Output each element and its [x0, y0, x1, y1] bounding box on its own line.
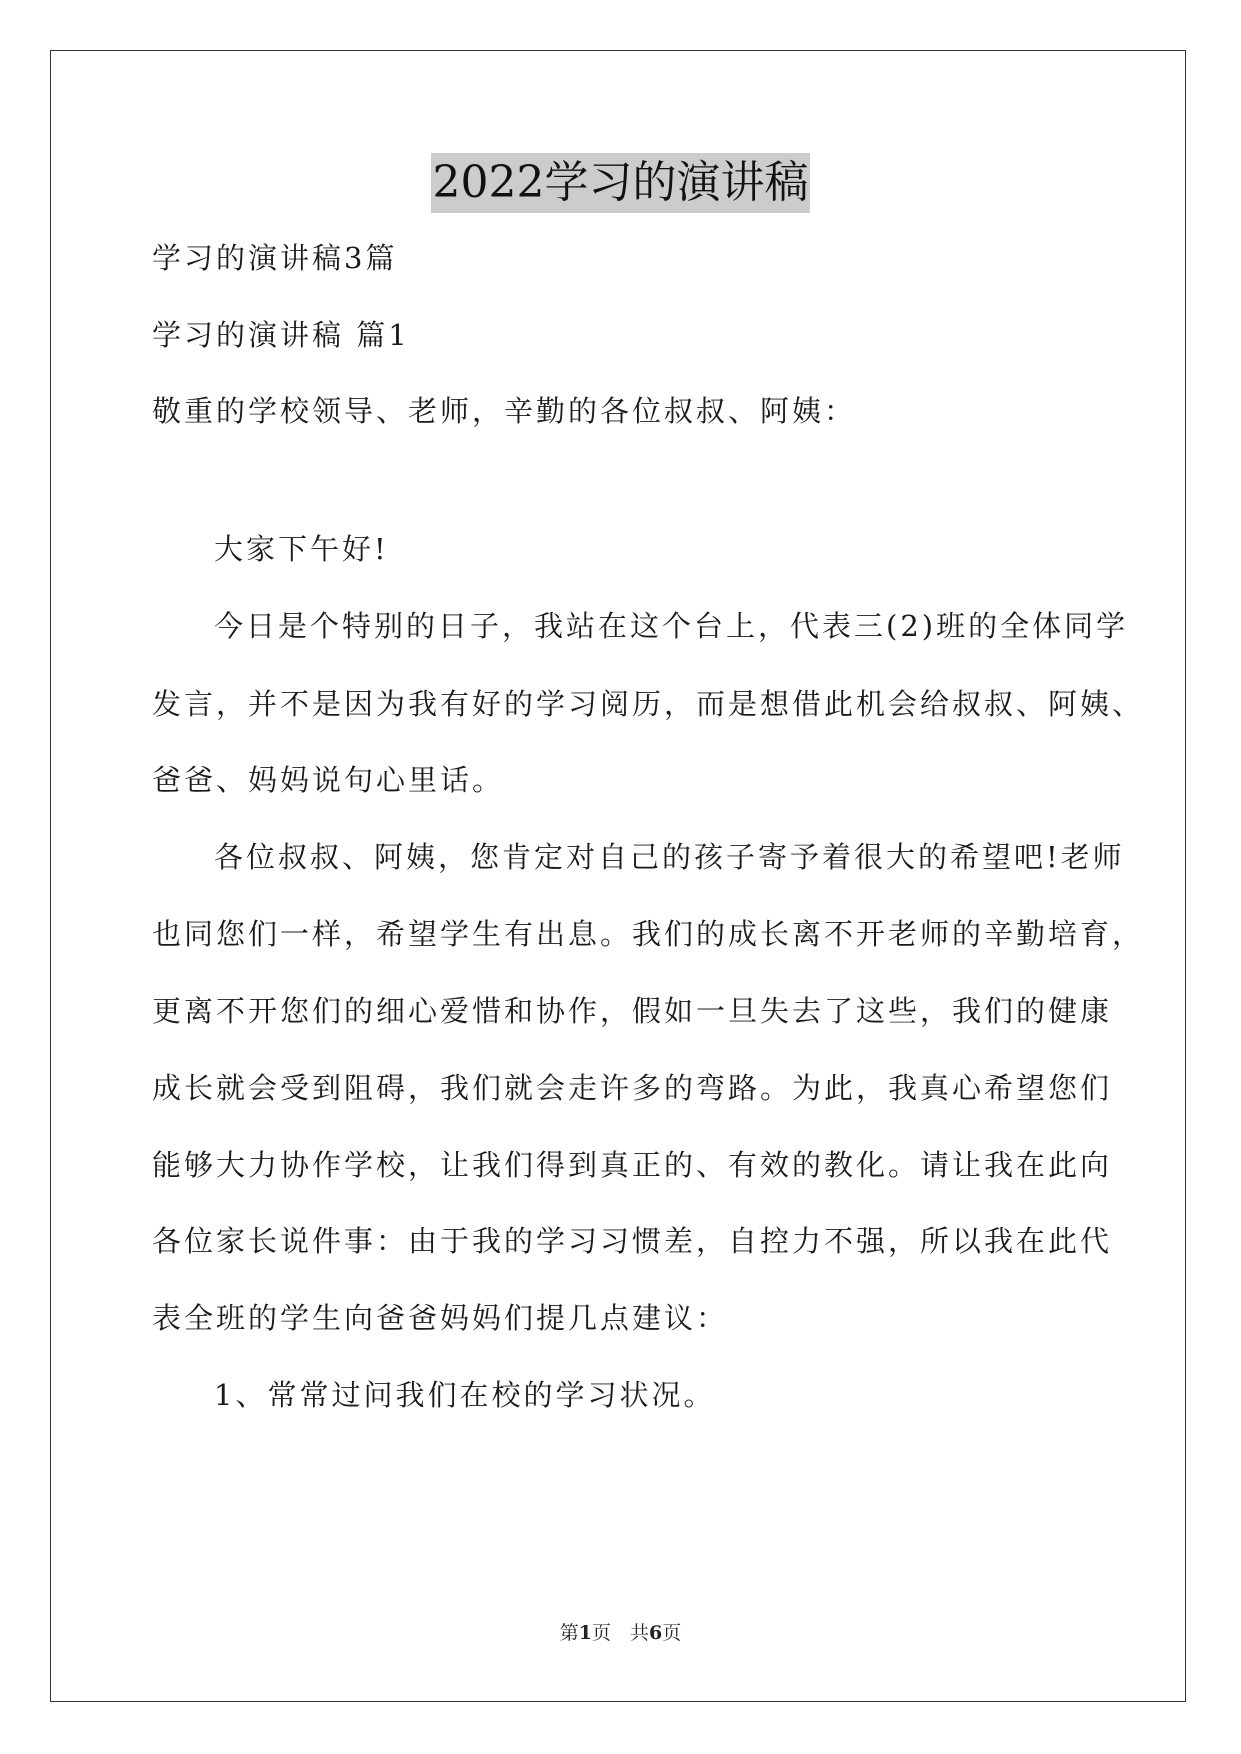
- paragraph-line: 表全班的学生向爸爸妈妈们提几点建议：: [152, 1301, 729, 1335]
- paragraph-line: 发言，并不是因为我有好的学习阅历，而是想借此机会给叔叔、阿姨、: [152, 687, 1145, 721]
- total-pages-number: 6: [649, 1622, 663, 1644]
- salutation-line: 敬重的学校领导、老师，辛勤的各位叔叔、阿姨：: [152, 394, 857, 428]
- page-footer: [0, 1620, 1241, 1646]
- title-container: [0, 153, 1241, 213]
- footer-prefix: 第: [559, 1622, 579, 1644]
- paragraph-line: 各位家长说件事：由于我的学习习惯差，自控力不强，所以我在此代: [152, 1224, 1113, 1258]
- footer-suffix: 页: [662, 1622, 682, 1644]
- section-heading: 学习的演讲稿 篇1: [152, 318, 410, 352]
- paragraph-line: 能够大力协作学校，让我们得到真正的、有效的教化。请让我在此向: [152, 1148, 1113, 1182]
- paragraph-line: 今日是个特别的日子，我站在这个台上，代表三(2)班的全体同学: [214, 609, 1129, 643]
- paragraph-line: 各位叔叔、阿姨，您肯定对自己的孩子寄予着很大的希望吧!老师: [214, 840, 1125, 874]
- footer-mid: 页 共: [591, 1622, 649, 1644]
- paragraph-line: 也同您们一样，希望学生有出息。我们的成长离不开老师的辛勤培育，: [152, 917, 1145, 951]
- document-title: 2022学习的演讲稿: [431, 153, 811, 213]
- paragraph-line: 成长就会受到阻碍，我们就会走许多的弯路。为此，我真心希望您们: [152, 1071, 1113, 1105]
- paragraph-line: 爸爸、妈妈说句心里话。: [152, 763, 505, 797]
- current-page-number: 1: [578, 1622, 592, 1644]
- subtitle-line: 学习的演讲稿3篇: [152, 241, 398, 275]
- list-item: 1、常常过问我们在校的学习状况。: [214, 1378, 716, 1412]
- paragraph-line: 大家下午好!: [214, 532, 389, 566]
- paragraph-line: 更离不开您们的细心爱惜和协作，假如一旦失去了这些，我们的健康: [152, 994, 1113, 1028]
